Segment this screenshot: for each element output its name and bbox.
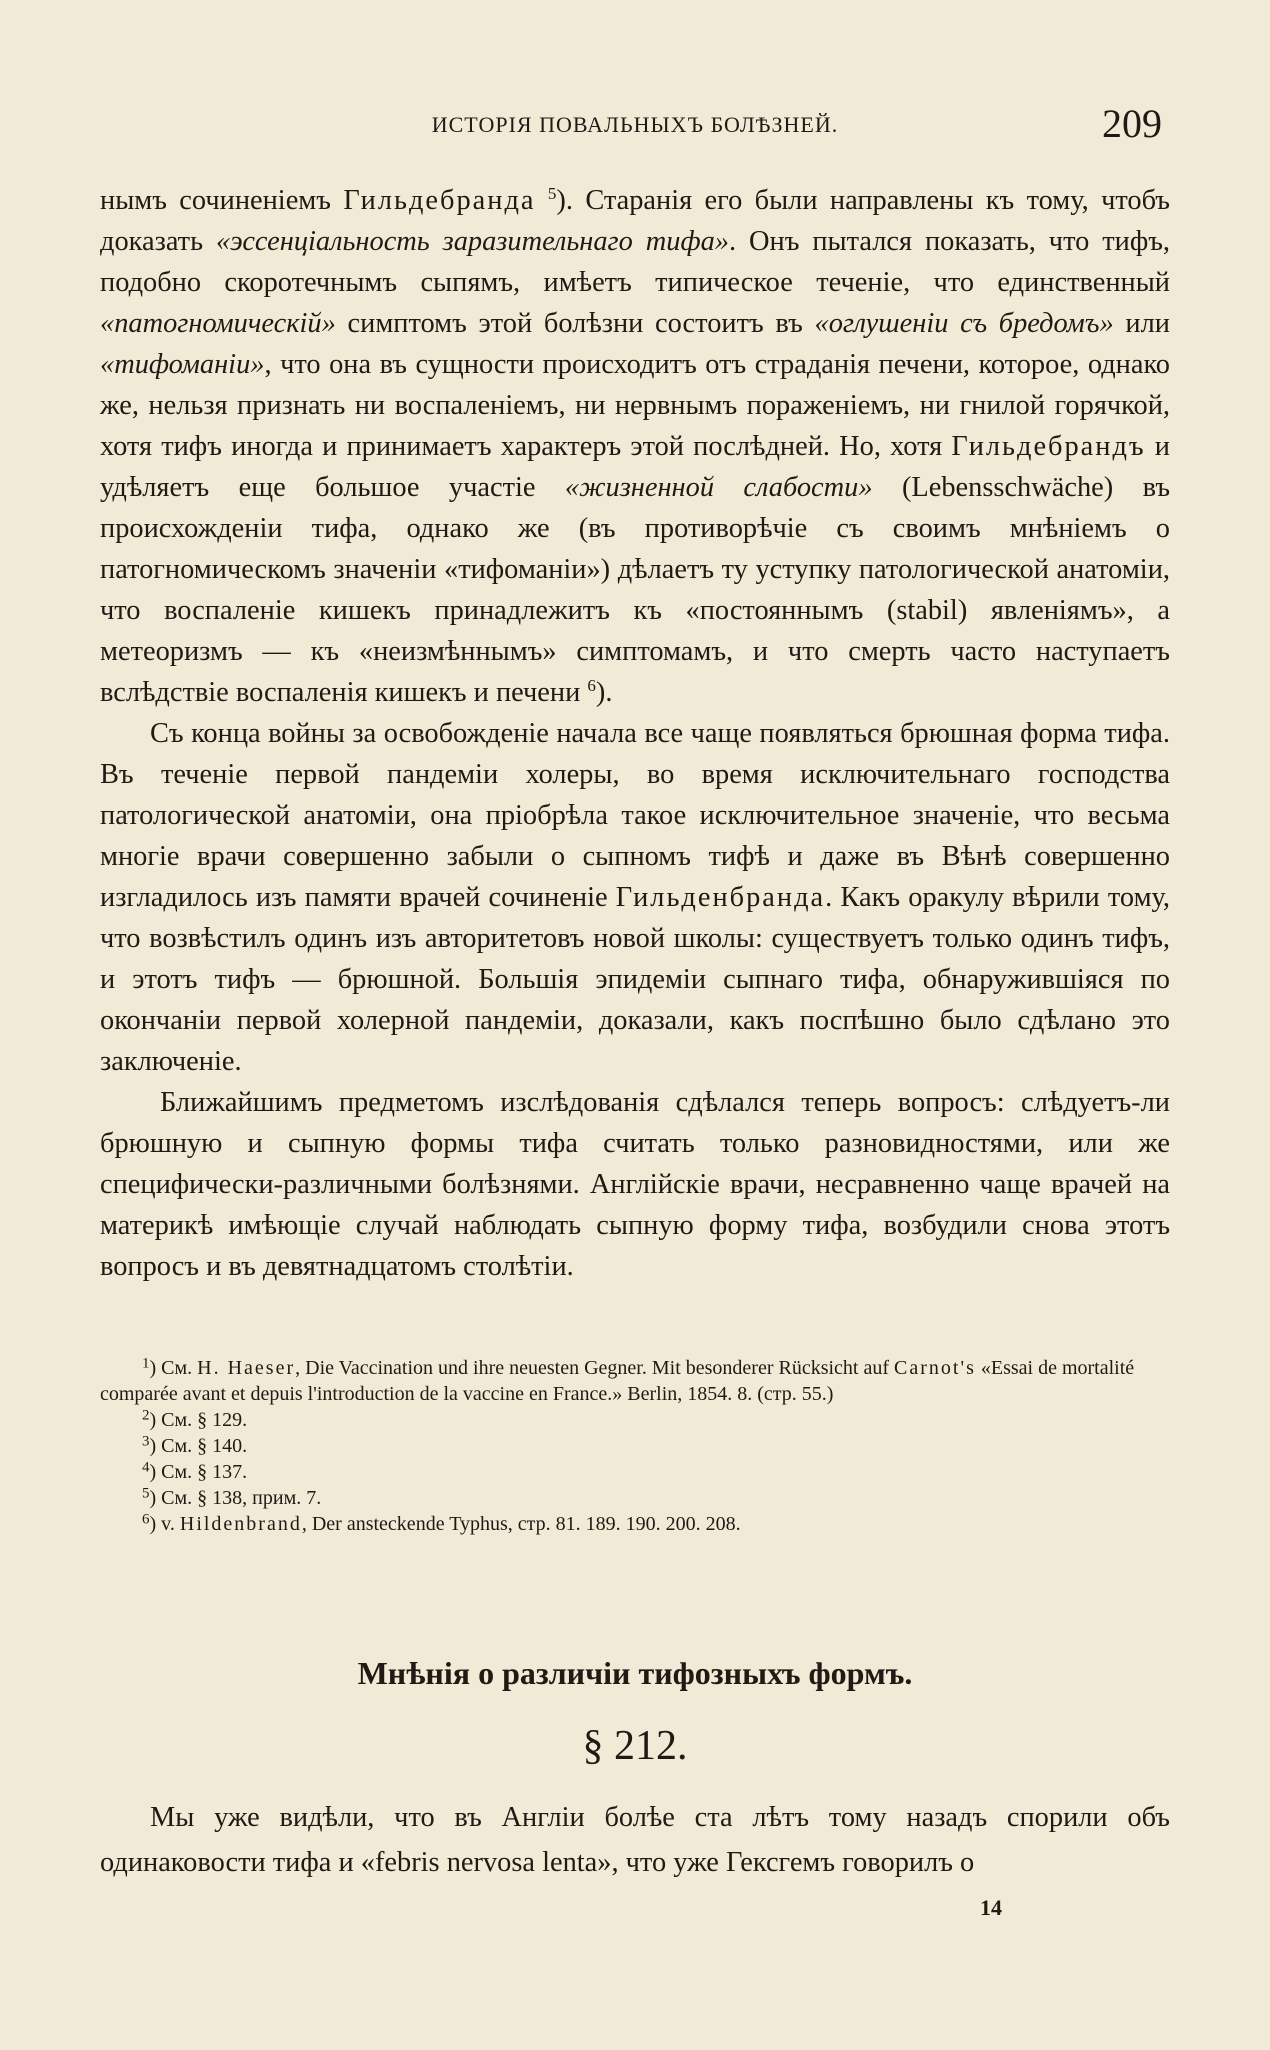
paragraph: Мы уже видѣли, что въ Англіи болѣе ста лѣтъ тому назадъ спорили объ одинаковости тифа и «febris nervosa lenta», что уже Гексгемъ говорилъ о — [100, 1802, 1170, 1878]
footnote-mark: 5 — [142, 1485, 150, 1502]
text-run: ) v. — [149, 1513, 180, 1535]
footnote — [100, 1355, 1170, 1407]
page-number: 209 — [1102, 101, 1162, 146]
spaced-name: Гильденбранда — [615, 882, 826, 913]
paragraph — [100, 180, 1170, 713]
section-number: § 212. — [582, 1723, 688, 1769]
text-run: ) См. — [149, 1357, 198, 1379]
spaced-name: H. Haeser — [197, 1357, 296, 1379]
footnotes — [100, 1355, 1170, 1537]
text-run: , Der ansteckende Typhus, стр. 81. 189. 190. 200. 208. — [301, 1513, 741, 1535]
text-run — [536, 185, 548, 216]
italic-term: «эссенціальность заразительнаго тифа» — [215, 226, 730, 257]
footnote-mark: 2 — [142, 1407, 150, 1424]
text-run: нымъ сочиненіемъ — [100, 185, 344, 216]
text-run: , что она въ сущности происходитъ отъ страданія печени, которое, однако же, нельзя признать ни воспаленіемъ, ни нервнымъ пораженіемъ, ни гнилой горячкой, хотя тифъ иногда и принимаетъ характеръ этой послѣдней. Но, хотя — [100, 349, 1170, 462]
footnote — [100, 1511, 1170, 1537]
spaced-name: Гильдебрандъ — [951, 431, 1146, 462]
running-title: ИСТОРІЯ ПОВАЛЬНЫХЪ БОЛѢЗНЕЙ. — [431, 112, 839, 137]
text-run: Ближайшимъ предметомъ изслѣдованія сдѣлался теперь вопросъ: слѣдуетъ-ли брюшную и сыпную формы тифа считать только разновидностями, или же специфически-различными болѣзнями. Англійскіе врачи, несравненно чаще врачей на материкѣ имѣющіе случай наблюдать сыпную форму тифа, возбудили снова этотъ вопросъ и въ девятнадцатомъ столѣтіи. — [100, 1087, 1170, 1282]
section-heading: Мнѣнія о различіи тифозныхъ формъ. — [357, 1655, 913, 1691]
text-run: ). Старанія его были направлены къ тому, чтобъ доказать — [100, 185, 1170, 257]
footnote-ref: 6 — [587, 675, 596, 695]
footnote-mark: 4 — [142, 1459, 150, 1476]
signature-mark: 14 — [980, 1895, 1002, 1920]
spaced-name: Гильдебранда — [343, 185, 536, 216]
spaced-name: Carnot's — [894, 1357, 976, 1379]
text-run: , Die Vaccination und ihre neuesten Gegner. Mit besonderer Rücksicht auf — [295, 1357, 895, 1379]
italic-term: «патогномическій» — [100, 308, 336, 339]
footnote-mark: 1 — [142, 1355, 150, 1372]
spaced-name: Hildenbrand — [179, 1513, 302, 1535]
text-run: или — [1113, 308, 1170, 339]
paragraph — [100, 713, 1170, 1082]
footnote — [100, 1433, 1170, 1459]
text-run: ). — [595, 677, 613, 708]
text-run: . Какъ оракулу вѣрили тому, что возвѣстилъ одинъ изъ авторитетовъ новой школы: существуетъ только одинъ тифъ, и этотъ тифъ — брюшной. Большія эпидеміи сыпнаго тифа, обнаружившіяся по окончаніи первой холерной пандеміи, доказали, какъ поспѣшно было сдѣлано это заключеніе. — [100, 882, 1171, 1077]
text-run: «Essai de mortalité comparée avant et depuis l'introduction de la vaccine en France.» Berlin, 1854. 8. (стр. 55.) — [100, 1357, 1135, 1405]
paragraph — [100, 1082, 1170, 1287]
text-run: ) См. § 129. — [149, 1409, 248, 1431]
text-run: ) См. § 140. — [149, 1435, 248, 1457]
footnote — [100, 1459, 1170, 1485]
italic-term: «тифоманіи» — [100, 349, 265, 380]
running-head — [100, 101, 1170, 148]
footnote-mark: 6 — [142, 1511, 150, 1528]
text-run: (Lebensschwäche) въ происхожденіи тифа, однако же (въ противорѣчіе съ своимъ мнѣніемъ о патогномическомъ значеніи «тифоманіи») дѣлаетъ ту уступку патологической анатоміи, что воспаленіе кишекъ принадлежитъ къ «постояннымъ (stabil) явленіямъ», а метеоризмъ — къ «неизмѣннымъ» симптомамъ, и что смерть часто наступаетъ вслѣдствіе воспаленія кишекъ и печени — [100, 472, 1171, 708]
text-run: Съ конца войны за освобожденіе начала все чаще появляться брюшная форма тифа. Въ теченіе первой пандеміи холеры, во время исключительнаго господства патологической анатоміи, она пріобрѣла такое исключительное значеніе, что весьма многіе врачи совершенно забыли о сыпномъ тифѣ и даже въ Вѣнѣ совершенно изгладилось изъ памяти врачей сочиненіе — [100, 718, 1170, 913]
footnote — [100, 1485, 1170, 1511]
body-text — [100, 180, 1170, 1287]
footnote-ref: 5 — [547, 183, 557, 203]
italic-term: «оглушеніи съ бредомъ» — [814, 308, 1114, 339]
footnote-mark: 3 — [142, 1433, 150, 1450]
footnote — [100, 1407, 1170, 1433]
text-run: симптомъ этой болѣзни состоитъ въ — [335, 308, 815, 339]
text-run: . Онъ пытался показать, что тифъ, подобно скоротечнымъ сыпямъ, имѣетъ типическое теченіе, что единственный — [100, 226, 1171, 298]
text-run: ) См. § 137. — [149, 1461, 248, 1483]
text-run: и удѣляетъ еще большое участіе — [100, 431, 1170, 503]
text-run: ) См. § 138, прим. 7. — [149, 1487, 322, 1509]
section-body — [100, 1795, 1170, 1885]
italic-term: «жизненной слабости» — [564, 472, 873, 503]
